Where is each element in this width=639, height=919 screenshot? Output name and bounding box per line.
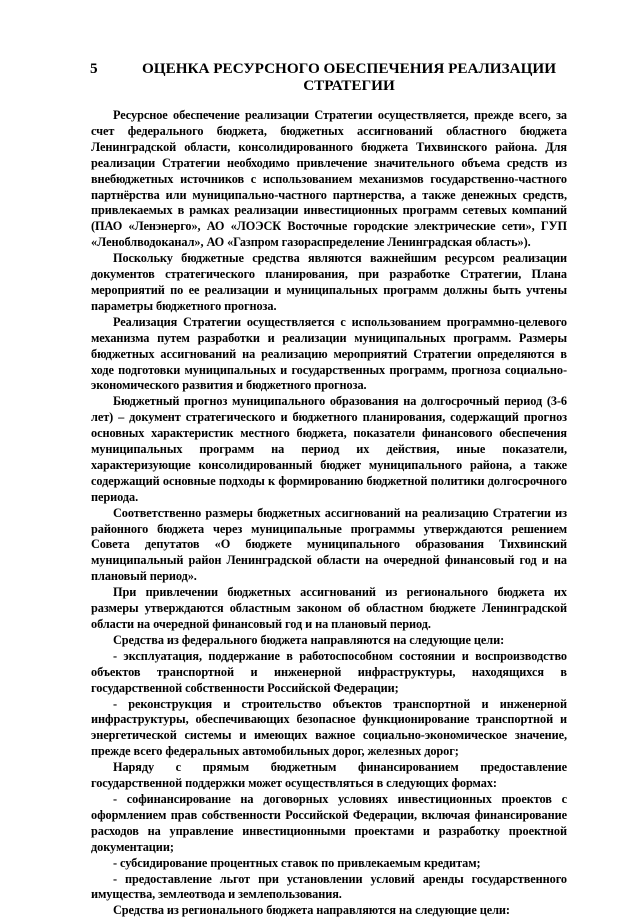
body-paragraph: Наряду с прямым бюджетным финансированием предоставление государственной поддержки может осуществляться в следующих формах: bbox=[91, 760, 567, 791]
body-paragraph: Поскольку бюджетные средства являются важнейшим ресурсом реализации документов стратегического планирования, при разработке Стратегии, Плана мероприятий по ее реализации и муниципальных программ должны быть учтены параметры бюджетного прогноза. bbox=[91, 251, 567, 313]
body-paragraph: Соответственно размеры бюджетных ассигнований на реализацию Стратегии из районного бюджета через муниципальные программы утверждаются решением Совета депутатов «О бюджете муниципального образования Тихвинский муниципальный район Ленинградской области на очередной финансовый год и на плановый период». bbox=[91, 505, 567, 584]
body-paragraph: - эксплуатация, поддержание в работоспособном состоянии и воспроизводство объектов транспортной и инженерной инфраструктуры, находящихся в государственной собственности Российской Федерации; bbox=[91, 648, 567, 695]
body-paragraph: - субсидирование процентных ставок по привлекаемым кредитам; bbox=[113, 855, 481, 870]
body-paragraph: - софинансирование на договорных условиях инвестиционных проектов с оформлением прав собственности Российской Федерации, включая финансирование расходов на управление инвестиционными проектами и разработку проектной документации; bbox=[91, 791, 567, 854]
body-paragraph: При привлечении бюджетных ассигнований из регионального бюджета их размеры утверждаются областным законом об областном бюджете Ленинградской области на очередной финансовый год и на плановый период. bbox=[91, 585, 567, 631]
body-paragraph: Реализация Стратегии осуществляется с использованием программно-целевого механизма путем разработки и реализации муниципальных программ. Размеры бюджетных ассигнований на реализацию мероприятий Стратегии определяются в ходе подготовки муниципальных и государственных программ, прогноза социально-экономического развития и бюджетного прогноза. bbox=[91, 314, 567, 393]
body-paragraph: Бюджетный прогноз муниципального образования на долгосрочный период (3-6 лет) – документ стратегического и бюджетного планирования, содержащий прогноз основных характеристик местного бюджета, показатели финансового обеспечения муниципальных программ на период их действия, иные показатели, характеризующие консолидированный бюджет муниципального района, а также содержащий основные подходы к формированию бюджетной политики долгосрочного периода. bbox=[91, 394, 567, 504]
section-body bbox=[91, 108, 567, 919]
body-paragraph: Ресурсное обеспечение реализации Стратегии осуществляется, прежде всего, за счет федерального бюджета, бюджетных ассигнований областного бюджета Ленинградской области, консолидированного бюджета Тихвинского района. Для реализации Стратегии необходимо привлечение значительного объема средств из внебюджетных источников с использованием механизмов государственно-частного партнёрства или муниципально-частного партнерства, а также денежных средств, привлекаемых в рамках реализации инвестиционных программ сетевых компаний (ПАО «Ленэнерго», АО «ЛОЭСК Восточные городские электрические сети», ГУП «Леноблводоканал», АО «Газпром газораспределение Ленинградская область»). bbox=[91, 108, 567, 250]
body-paragraph: - реконструкция и строительство объектов транспортной и инженерной инфраструктуры, обеспечивающих безопасное функционирование транспортной и энергетической системы и имеющих важное социально-экономическое значение, прежде всего федеральных автомобильных дорог, железных дорог; bbox=[91, 696, 567, 759]
body-paragraph: Средства из федерального бюджета направляются на следующие цели: bbox=[113, 632, 505, 647]
section-heading bbox=[90, 60, 568, 94]
body-paragraph: - предоставление льгот при установлении условий аренды государственного имущества, землеотвода и землепользования. bbox=[91, 871, 567, 902]
section-number: 5 bbox=[90, 60, 98, 77]
body-paragraph: Средства из регионального бюджета направляются на следующие цели: bbox=[113, 903, 510, 918]
section-title: ОЦЕНКА РЕСУРСНОГО ОБЕСПЕЧЕНИЯ РЕАЛИЗАЦИИ СТРАТЕГИИ bbox=[141, 60, 557, 94]
